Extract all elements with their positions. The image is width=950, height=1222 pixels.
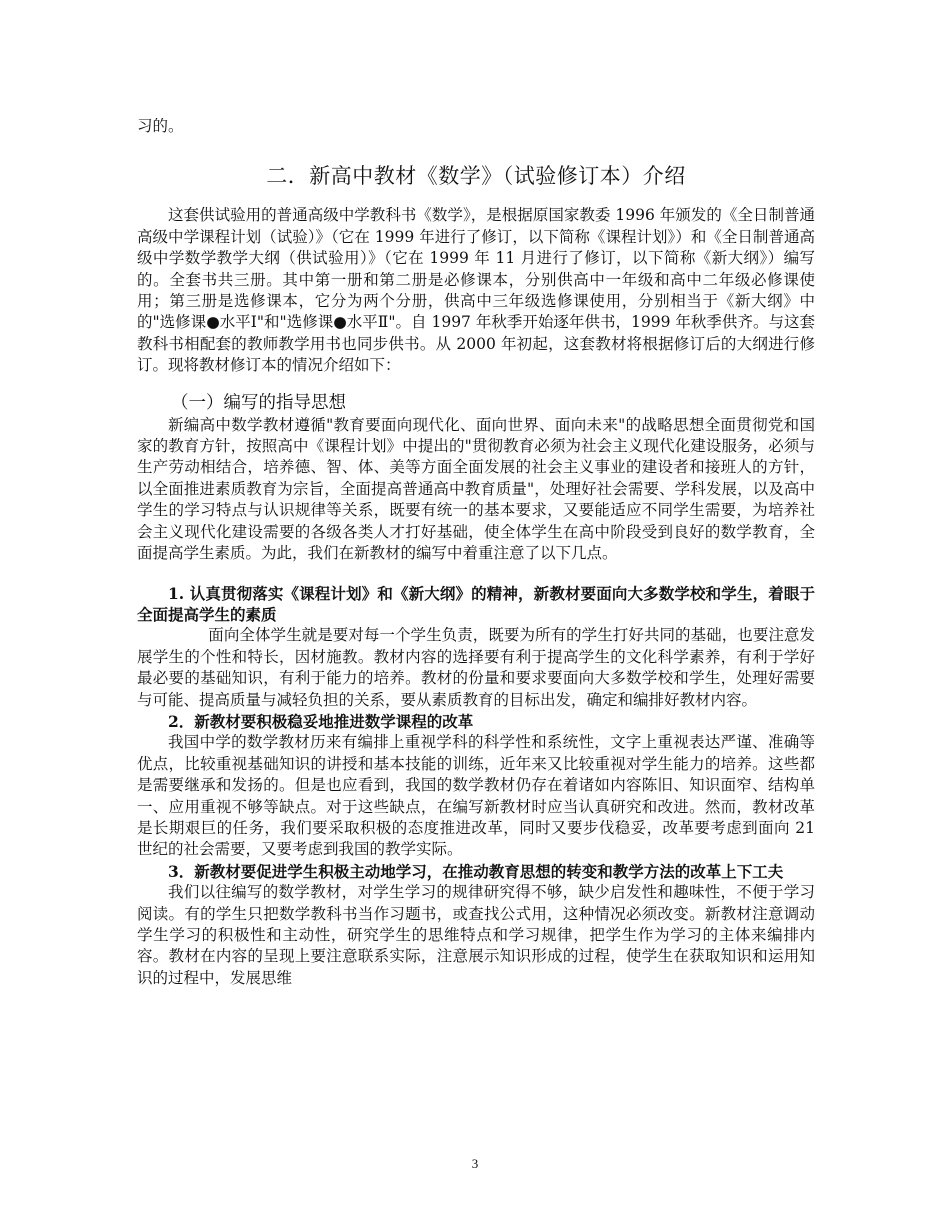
- point2-heading: 2．新教材要积极稳妥地推进数学课程的改革: [168, 711, 474, 731]
- point2-paragraph: 我国中学的数学教材历来有编排上重视学科的科学性和系统性，文字上重视表达严谨、准确等优点，比较重视基础知识的讲授和基本技能的训练，近年来又比较重视对学生能力的培养。这些都是需要继承和发扬的。但是也应看到，我国的数学教材仍存在着诸如内容陈旧、知识面窄、结构单一、应用重视不够等缺点。对于这些缺点，在编写新教材时应当认真研究和改进。然而，教材改革是长期艰巨的任务，我们要采取积极的态度推进改革，同时又要步伐稳妥，改革要考虑到面向 21 世纪的社会需要，又要考虑到我国的教学实际。: [137, 733, 815, 859]
- section-title: 二．新高中教材《数学》（试验修订本）介绍: [266, 164, 686, 189]
- subsection-title: （一）编写的指导思想: [171, 392, 346, 413]
- point1-paragraph: 面向全体学生就是要对每一个学生负责，既要为所有的学生打好共同的基础，也要注意发展学生的个性和特长，因材施教。教材内容的选择要有利于提高学生的文化科学素养，有利于学好最必要的基础知识，有利于能力的培养。教材的份量和要求要面向大多数学校和学生，处理好需要与可能、提高质量与减轻负担的关系，要从素质教育的目标出发，确定和编排好教材内容。: [137, 626, 815, 709]
- point1-heading: 1. 认真贯彻落实《课程计划》和《新大纲》的精神，新教材要面向大多数学校和学生，着眼于全面提高学生的素质: [137, 583, 815, 624]
- point3-paragraph: 我们以往编写的数学教材，对学生学习的规律研究得不够，缺少启发性和趣味性，不便于学习阅读。有的学生只把数学教科书当作习题书，或查找公式用，这种情况必须改变。新教材注意调动学生学习的积极性和主动性，研究学生的思维特点和学习规律，把学生作为学习的主体来编排内容。教材在内容的呈现上要注意联系实际，注意展示知识形成的过程，使学生在获取知识和运用知识的过程中，发展思维: [137, 883, 815, 987]
- continued-text: 习的。: [137, 117, 184, 135]
- guide-paragraph: 新编高中数学教材遵循"教育要面向现代化、面向世界、面向未来"的战略思想全面贯彻党和国家的教育方针，按照高中《课程计划》中提出的"贯彻教育必须为社会主义现代化建设服务，必须与生产劳动相结合，培养德、智、体、美等方面全面发展的社会主义事业的建设者和接班人的方针，以全面推进素质教育为宗旨，全面提高普通高中教育质量"，处理好社会需要、学科发展，以及高中学生的学习特点与认识规律等关系，既要有统一的基本要求，又要能适应不同学生需要，为培养社会主义现代化建设需要的各级各类人才打好基础，使全体学生在高中阶段受到良好的数学教育，全面提高学生素质。为此，我们在新教材的编写中着重注意了以下几点。: [137, 415, 815, 563]
- point3-heading: 3．新教材要促进学生积极主动地学习，在推动教育思想的转变和教学方法的改革上下工夫: [168, 861, 784, 881]
- intro-paragraph: 这套供试验用的普通高级中学教科书《数学》，是根据原国家教委 1996 年颁发的《全日制普通高级中学课程计划（试验）》（它在 1999 年进行了修订，以下简称《课程计划》）和《全日制普通高级中学数学教学大纲（供试验用）》（它在 1999 年 11 月进行了修订，以下简称《新大纲》）编写的。全套书共三册。其中第一册和第二册是必修课本，分别供高中一年级和高中二年级必修课使用；第三册是选修课本，它分为两个分册，供高中三年级选修课使用，分别相当于《新大纲》中的"选修课●水平Ⅰ"和"选修课●水平Ⅱ"。自 1997 年秋季开始逐年供书，1999 年秋季供齐。与这套教科书相配套的教师教学用书也同步供书。从 2000 年初起，这套教材将根据修订后的大纲进行修订。现将教材修订本的情况介绍如下：: [137, 206, 815, 375]
- page-number: 3: [471, 1156, 479, 1171]
- page-content: [137, 116, 815, 989]
